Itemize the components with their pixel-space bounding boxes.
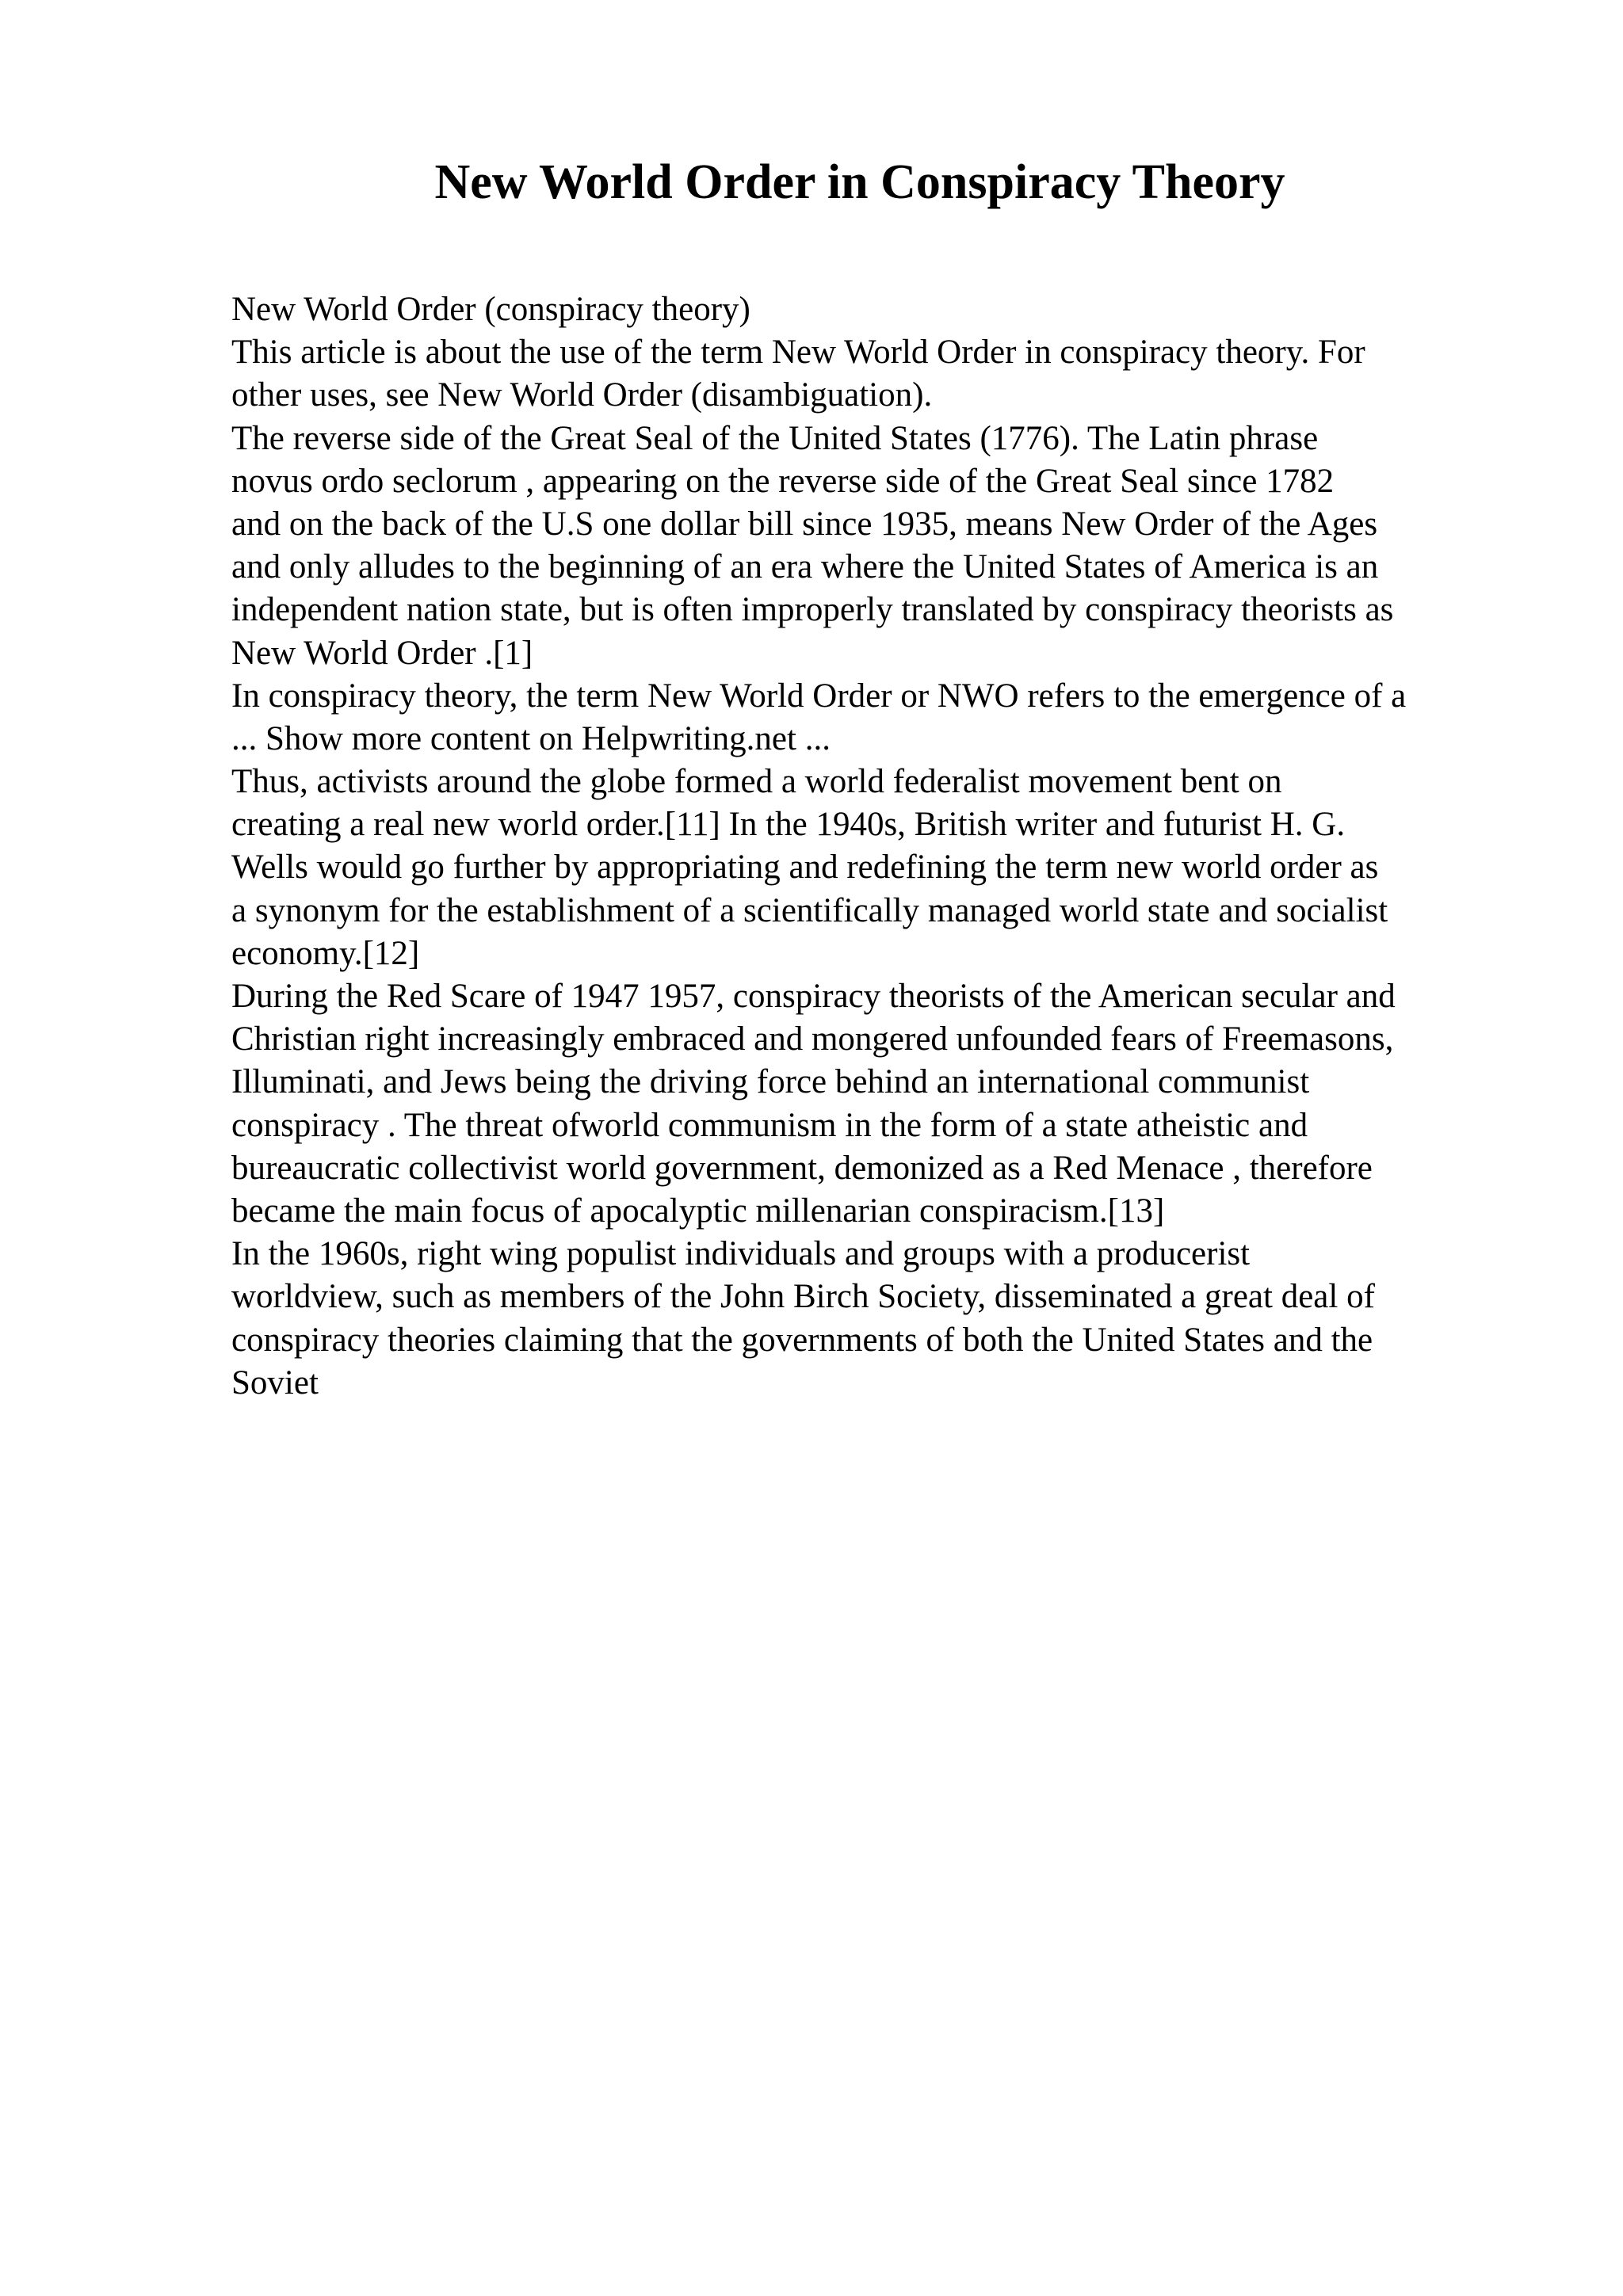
body-line: and only alludes to the beginning of an era where the United States of America is an [231, 548, 1379, 586]
body-line: In the 1960s, right wing populist individuals and groups with a producerist [231, 1235, 1251, 1273]
body-line: Soviet [231, 1363, 319, 1402]
body-line: and on the back of the U.S one dollar bill since 1935, means New Order of the Ages [231, 505, 1378, 543]
body-line: a synonym for the establishment of a scientifically managed world state and socialist [231, 891, 1388, 929]
body-line: independent nation state, but is often improperly translated by conspiracy theorists as [231, 591, 1394, 629]
body-line: During the Red Scare of 1947 1957, conspiracy theorists of the American secular and [231, 978, 1396, 1015]
body-line: bureaucratic collectivist world government, demonized as a Red Menace , therefore [231, 1149, 1373, 1187]
body-line: Wells would go further by appropriating and redefining the term new world order as [231, 849, 1379, 887]
body-line: conspiracy theories claiming that the governments of both the United States and the [231, 1321, 1373, 1359]
body-line: novus ordo seclorum , appearing on the reverse side of the Great Seal since 1782 [231, 462, 1335, 500]
body-line: New World Order (conspiracy theory) [231, 291, 750, 328]
body-line: economy.[12] [231, 934, 420, 972]
body-line: Christian right increasingly embraced and mongered unfounded fears of Freemasons, [231, 1020, 1394, 1058]
body-line: The reverse side of the Great Seal of the United States (1776). The Latin phrase [231, 419, 1319, 457]
body-line: New World Order .[1] [231, 634, 533, 672]
body-line: This article is about the use of the term New World Order in conspiracy theory. For [231, 334, 1365, 372]
body-line: creating a real new world order.[11] In the 1940s, British writer and futurist H. G. [231, 806, 1346, 844]
body-line: worldview, such as members of the John Birch Society, disseminated a great deal of [231, 1278, 1375, 1316]
body-line: ... Show more content on Helpwriting.net ... [231, 719, 831, 757]
body-line: other uses, see New World Order (disambiguation). [231, 376, 933, 414]
body-line: Thus, activists around the globe formed a world federalist movement bent on [231, 763, 1282, 801]
body-line: became the main focus of apocalyptic millenarian conspiracism.[13] [231, 1192, 1165, 1230]
document-body [231, 288, 1594, 1405]
body-line: In conspiracy theory, the term New World Order or NWO refers to the emergence of a [231, 677, 1407, 715]
body-line: conspiracy . The threat ofworld communism in the form of a state atheistic and [231, 1106, 1308, 1144]
body-line: Illuminati, and Jews being the driving force behind an international communist [231, 1063, 1310, 1101]
document-title: New World Order in Conspiracy Theory [434, 155, 1285, 209]
